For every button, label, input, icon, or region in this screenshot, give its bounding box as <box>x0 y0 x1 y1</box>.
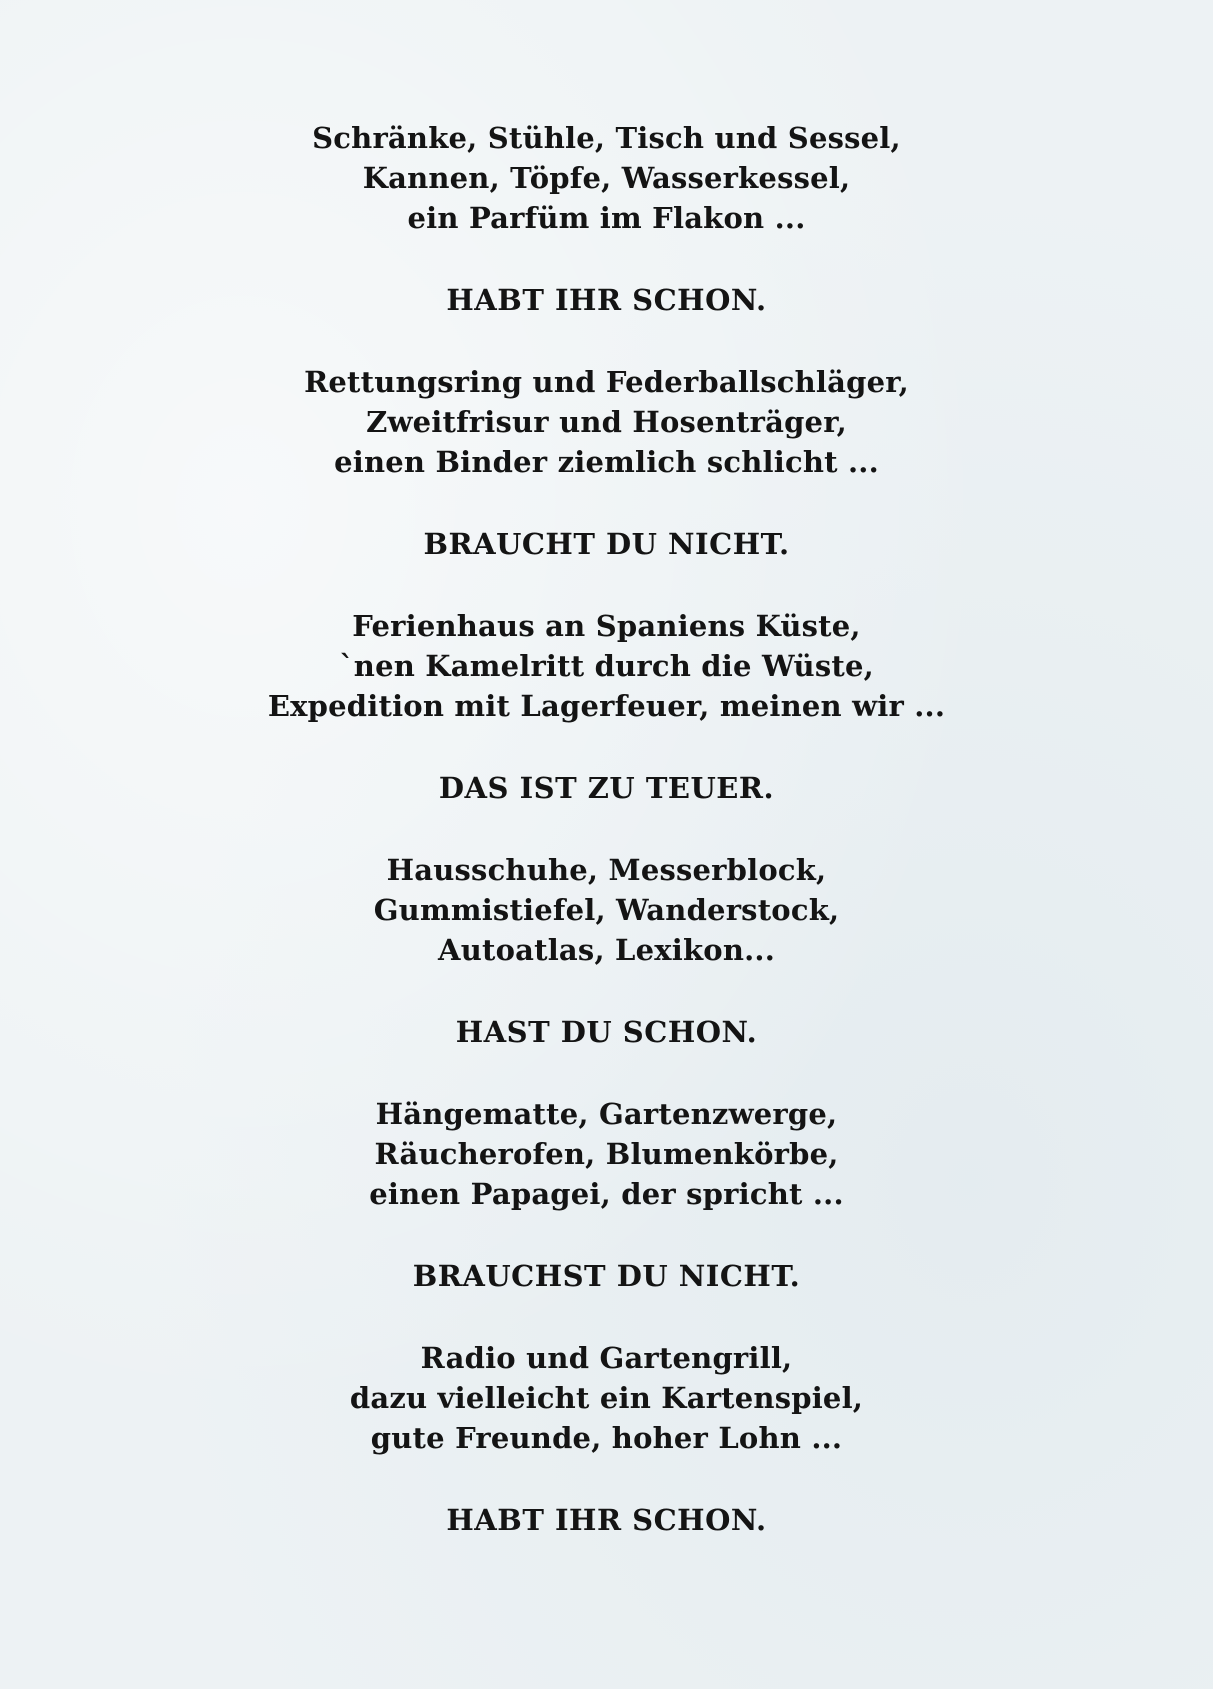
verse-line: Hausschuhe, Messerblock, <box>386 853 827 887</box>
stanza-2 <box>0 362 1213 482</box>
stanza-4 <box>0 850 1213 970</box>
stanza-3 <box>0 606 1213 726</box>
stanza-1 <box>0 118 1213 238</box>
refrain-line: DAS IST ZU TEUER. <box>438 771 775 805</box>
stanza-6 <box>0 1338 1213 1458</box>
verse-line: `nen Kamelritt durch die Wüste, <box>339 649 874 683</box>
poem <box>0 118 1213 1582</box>
verse-line: einen Binder ziemlich schlicht ... <box>334 445 879 479</box>
verse-line: Räucherofen, Blumenkörbe, <box>374 1137 839 1171</box>
verse-line: Kannen, Töpfe, Wasserkessel, <box>362 161 851 195</box>
refrain-line: BRAUCHST DU NICHT. <box>412 1259 801 1293</box>
stanza-5 <box>0 1094 1213 1214</box>
verse-line: Gummistiefel, Wanderstock, <box>373 893 840 927</box>
verse-line: gute Freunde, hoher Lohn ... <box>370 1421 843 1455</box>
verse-line: dazu vielleicht ein Kartenspiel, <box>349 1381 864 1415</box>
refrain-line: BRAUCHT DU NICHT. <box>423 527 790 561</box>
verse-line: einen Papagei, der spricht ... <box>369 1177 844 1211</box>
verse-line: Hängematte, Gartenzwerge, <box>375 1097 838 1131</box>
refrain-line: HAST DU SCHON. <box>455 1015 758 1049</box>
verse-line: Autoatlas, Lexikon... <box>438 933 775 967</box>
verse-line: ein Parfüm im Flakon ... <box>407 201 806 235</box>
verse-line: Ferienhaus an Spaniens Küste, <box>352 609 861 643</box>
refrain-line: HABT IHR SCHON. <box>446 283 767 317</box>
verse-line: Radio und Gartengrill, <box>420 1341 793 1375</box>
refrain-line: HABT IHR SCHON. <box>446 1503 767 1537</box>
verse-line: Rettungsring und Federballschläger, <box>304 365 909 399</box>
verse-line: Schränke, Stühle, Tisch und Sessel, <box>312 121 901 155</box>
verse-line: Zweitfrisur und Hosenträger, <box>366 405 847 439</box>
verse-line: Expedition mit Lagerfeuer, meinen wir ... <box>267 689 946 723</box>
